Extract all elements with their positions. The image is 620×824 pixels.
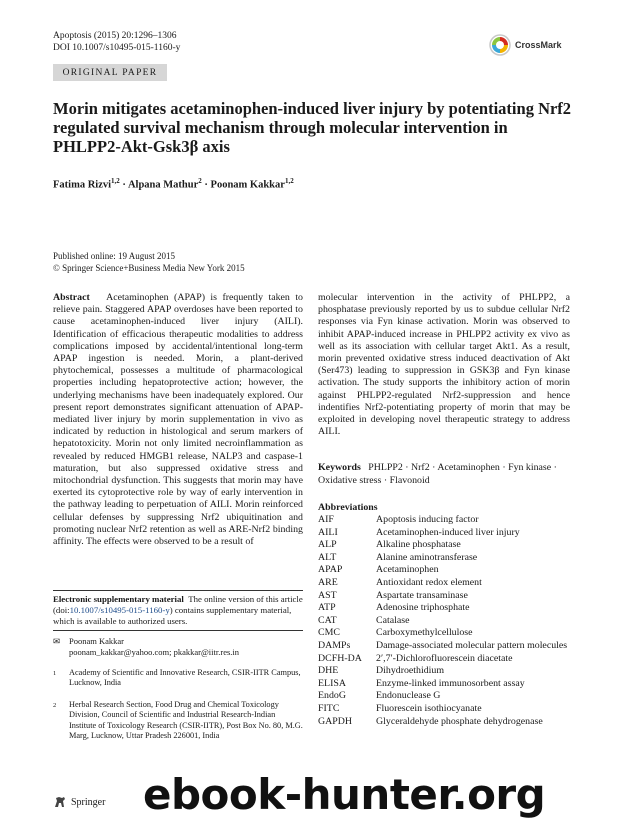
publisher-name: Springer [71, 796, 106, 808]
abbreviation-term: CMC [318, 627, 340, 639]
abbreviation-definition: Carboxymethylcellulose [376, 627, 473, 639]
author-name[interactable]: Fatima Rizvi [53, 179, 112, 191]
abbreviation-term: AILI [318, 526, 338, 538]
abbreviation-row [318, 678, 570, 691]
esm-heading: Electronic supplementary material [53, 594, 184, 604]
keywords-heading: Keywords [318, 462, 361, 473]
esm-text: The online version of this article (doi: [53, 594, 303, 615]
abbreviation-definition: Catalase [376, 614, 410, 626]
abbreviation-term: DAMPs [318, 639, 351, 651]
abbreviation-term: EndoG [318, 690, 346, 702]
abbreviation-definition: Damage-associated molecular pattern molecules [376, 639, 568, 651]
envelope-icon: ✉ [53, 636, 61, 646]
author-separator: · [201, 179, 211, 191]
abbreviation-term: ATP [318, 602, 336, 614]
publisher-logo [53, 795, 105, 809]
abbreviation-definition: Glyceraldehyde phosphate dehydrogenase [376, 715, 543, 727]
doi[interactable]: DOI 10.1007/s10495-015-1160-y [53, 43, 181, 53]
abbreviation-row [318, 514, 570, 527]
abbreviation-definition: Dihydroethidium [376, 665, 445, 677]
abbreviation-row [318, 690, 570, 703]
author-affiliation-mark: 2 [198, 177, 202, 185]
abbreviation-term: ARE [318, 576, 338, 588]
abbreviation-row [318, 615, 570, 628]
abstract-left-column [53, 292, 303, 548]
abbreviation-row [318, 527, 570, 540]
keywords-text: PHLPP2 · Nrf2 · Acetaminophen · Fyn kinase · Oxidative stress · Flavonoid [318, 462, 557, 486]
abbreviation-row [318, 703, 570, 716]
publication-info [53, 251, 245, 274]
abbreviation-term: AST [318, 589, 337, 601]
abbreviation-row [318, 577, 570, 590]
crossmark-icon [489, 34, 511, 56]
abbreviation-term: DHE [318, 665, 339, 677]
abbreviation-definition: Aspartate transaminase [376, 589, 468, 601]
abbreviation-definition: Antioxidant redox element [376, 576, 482, 588]
abbreviation-definition: Enzyme-linked immunosorbent assay [376, 677, 525, 689]
abbreviation-definition: Acetaminophen-induced liver injury [376, 526, 520, 538]
affiliation-text: Academy of Scientific and Innovative Research, CSIR-IITR Campus, Lucknow, India [69, 668, 301, 688]
abbreviation-row [318, 640, 570, 653]
abbreviation-row [318, 564, 570, 577]
abbreviation-term: APAP [318, 564, 343, 576]
author-separator: · [119, 179, 128, 191]
abbreviation-definition: Acetaminophen [376, 564, 439, 576]
abbreviation-row [318, 665, 570, 678]
abbreviation-row [318, 539, 570, 552]
abbreviation-definition: Alanine aminotransferase [376, 551, 478, 563]
copyright: © Springer Science+Business Media New York 2015 [53, 262, 245, 273]
abstract-right-column: molecular intervention in the activity of PHLPP2, a phosphatase previously reported by us to subdue cellular Nrf2 responses via Fyn kinase activation. Morin was observed to inhibit APAP-induced increase in PHLPP2 activity ex vivo as well as its association with cellular target Akt1. As a result, morin prevented oxidative stress induced deactivation of Akt (Ser473) leading to suppression in GSK3β and Fyn kinase activation. The study supports the inhibitory action of morin against PHLPP2-regulated Nrf2-suppression and hence indentifies Nrf2-potentiating property of morin that may be exploited in developing novel therapeutic strategy to address AILI. [318, 292, 570, 438]
abbreviation-term: CAT [318, 614, 337, 626]
correspondence-divider [53, 630, 303, 631]
abbreviation-definition: Endonuclease G [376, 690, 441, 702]
abbreviation-definition: Apoptosis inducing factor [376, 514, 479, 525]
author-name[interactable]: Alpana Mathur [127, 179, 199, 191]
affiliation-item [53, 700, 303, 741]
crossmark-label: CrossMark [515, 40, 562, 50]
author-affiliation-mark: 1,2 [111, 177, 120, 185]
abbreviation-term: FITC [318, 702, 340, 714]
esm-doi-link[interactable]: 10.1007/s10495-015-1160-y [69, 605, 170, 615]
article-title: Morin mitigates acetaminophen-induced liver injury by potentiating Nrf2 regulated survival mechanism through molecular intervention in PHLPP2-Akt-Gsk3β axis [53, 99, 572, 156]
abbreviation-term: ALP [318, 539, 337, 551]
abbreviation-term: ALT [318, 551, 337, 563]
published-date: Published online: 19 August 2015 [53, 251, 176, 261]
supplementary-material-note [53, 594, 303, 627]
watermark: ebook-hunter.org [143, 770, 546, 819]
author-list [53, 177, 294, 191]
abbreviation-definition: Adenosine triphosphate [376, 602, 470, 614]
affiliation-text: Herbal Research Section, Food Drug and Chemical Toxicology Division, Council of Scientific and Industrial Research-Indian Institute of Toxicology Research (CSIR-IITR), Post Box No. 80, M.G. Marg, Lucknow, Uttar Pradesh 226001, India [69, 700, 303, 740]
abbreviation-term: ELISA [318, 677, 346, 689]
abbreviations-heading: Abbreviations [318, 502, 378, 513]
abbreviation-row [318, 627, 570, 640]
springer-horse-icon [53, 795, 67, 809]
keywords [318, 462, 570, 487]
author-name[interactable]: Poonam Kakkar [210, 179, 285, 191]
abbreviation-definition: Alkaline phosphatase [376, 539, 461, 551]
correspondence-name: Poonam Kakkar [69, 636, 125, 646]
journal-header [53, 30, 180, 54]
abbreviation-row [318, 590, 570, 603]
abbreviation-term: DCFH-DA [318, 652, 362, 664]
abbreviation-term: GAPDH [318, 715, 353, 727]
abbreviation-definition: Fluorescein isothiocyanate [376, 702, 482, 714]
journal-citation: Apoptosis (2015) 20:1296–1306 [53, 31, 177, 41]
abbreviation-term: AIF [318, 514, 334, 525]
crossmark-badge[interactable] [489, 32, 579, 58]
correspondence-email[interactable]: poonam_kakkar@yahoo.com; pkakkar@iitr.res.in [69, 646, 240, 657]
article-type-label: ORIGINAL PAPER [53, 64, 167, 81]
esm-text-end: ) contains supplementary material, which is available to authorized users. [53, 605, 292, 626]
abbreviation-definition: 2′,7′-Dichlorofluorescein diacetate [376, 652, 513, 664]
abstract-heading: Abstract [53, 292, 90, 303]
abbreviation-row [318, 653, 570, 666]
correspondence [53, 636, 303, 657]
abbreviation-row [318, 716, 570, 729]
abbreviations-list [318, 514, 570, 728]
abstract-text: Acetaminophen (APAP) is frequently taken to relieve pain. Staggered APAP overdoses have been reported to cause acetaminophen-induced liver injury (AILI). Identification of efficacious therapeutic modalities to address complications imposed by accidental/intentional long-term APAP ingestion is needed. Morin, a plant-derived phytochemical, possesses a multitude of pharmacological properties including hepatoprotective action; however, the underlying mechanisms have been inadequately explored. Our present report demonstrates significant attenuation of APAP-mediated liver injury by morin supplementation in vivo as indicated by reduction in histological and serum markers of hepatotoxicity. Morin not only limited necroinflammation as revealed by reduced HMGB1 release, NALP3 and caspase-1 maturation, but also suppressed oxidative stress and mitochondrial dysfunction. This suggests that morin may have exerted its cytoprotective role by way of early intervention in the pathway leading to perpetuation of AILI. Morin reinforced cellular defenses by suppressing Nrf2 ubiquitination and promoting nuclear Nrf2 retention as well as ARE-Nrf2 binding affinity. The effects were observed to be a result of [53, 292, 303, 548]
abbreviation-row [318, 602, 570, 615]
affiliation-number: 2 [53, 702, 57, 709]
abbreviation-row [318, 552, 570, 565]
affiliation-number: 1 [53, 670, 57, 677]
footnote-divider [53, 590, 303, 591]
author-affiliation-mark: 1,2 [284, 177, 294, 185]
affiliation-item [53, 668, 303, 689]
